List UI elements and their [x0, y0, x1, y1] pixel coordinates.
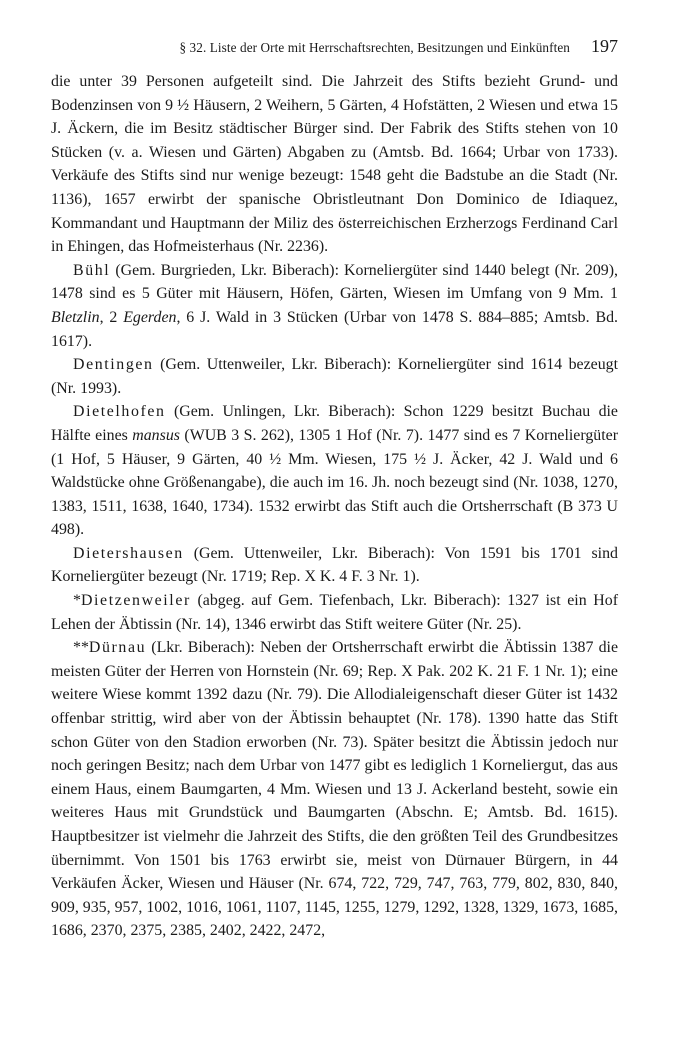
text-run: (Lkr. Biberach): Neben der Ortsherrschaft erwirbt die Äbtissin 1387 die meisten Güter der Herren von Hornstein (Nr. 69; Rep. X Pak. 202 K. 21 F. 1 Nr. 1); eine weitere Wiese kommt 1392 dazu (Nr. 79). Die Allodialeigenschaft dieser Güter ist 1432 offenbar strittig, wird aber von der Äbtissin behauptet (Nr. 178). 1390 hatte das Stift schon Güter von den Stadion erworben (Nr. 73). Später besitzt die Äbtissin jedoch nur noch geringen Besitz; nach dem Urbar von 1477 gibt es lediglich 1 Korneliergut, das aus einem Haus, einem Baumgarten, 4 Mm. Wiesen und 13 J. Ackerland besteht, sowie ein weiteres Haus mit Grundstück und Baumgarten (Abschn. E; Amtsb. Bd. 1615). Hauptbesitzer ist vielmehr die Jahrzeit des Stifts, die den größten Teil des Grundbesitzes übernimmt. Von 1501 bis 1763 erwirbt sie, meist von Dürnauer Bürgern, in 44 Verkäufen Äcker, Wiesen und Häuser (Nr. 674, 722, 729, 747, 763, 779, 802, 830, 840, 909, 935, 957, 1002, 1016, 1061, 1107, 1145, 1255, 1279, 1292, 1328, 1329, 1673, 1685, 1686, 2370, 2375, 2385, 2402, 2422, 2472,	[51, 639, 618, 940]
italic-term: Bletzlin	[51, 308, 100, 326]
italic-term: mansus	[132, 426, 180, 444]
text-run: (WUB 3 S. 262), 1305 1 Hof (Nr. 7). 1477 sind es 7 Korneliergüter (1 Hof, 5 Häuser, 9 Gärten, 40 ½ Mm. Wiesen, 175 ½ J. Äcker, 42 J. Wald und 6 Waldstücke ohne Größenangabe), die auch im 16. Jh. noch bezeugt sind (Nr. 1038, 1270, 1383, 1511, 1638, 1640, 1734). 1532 erwirbt das Stift auch die Ortsherrschaft (B 373 U 498).	[51, 426, 618, 539]
text-run: , 2	[99, 308, 124, 326]
paragraph	[51, 353, 618, 400]
text-run: *	[73, 592, 81, 610]
text-run: , 6 J. Wald in 3 Stücken (Urbar von 1478 S. 884–885; Amtsb. Bd. 1617).	[51, 308, 618, 350]
paragraph	[51, 70, 618, 259]
paragraph	[51, 259, 618, 353]
page-number: 197	[591, 36, 618, 56]
text-run: die unter 39 Personen aufgeteilt sind. Die Jahrzeit des Stifts bezieht Grund- und Bodenzinsen von 9 ½ Häusern, 2 Weihern, 5 Gärten, 4 Hofstätten, 2 Wiesen und etwa 15 J. Äckern, die im Besitz städtischer Bürger sind. Der Fabrik des Stifts stehen von 10 Stücken (v. a. Wiesen und Gärten) Abgaben zu (Amtsb. Bd. 1664; Urbar von 1733). Verkäufe des Stifts sind nur wenige bezeugt: 1548 geht die Badstube an die Stadt (Nr. 1136), 1657 erwirbt der spanische Obristleutnant Don Dominico de Idiaquez, Kommandant und Hauptmann der Miliz des österreichischen Erzherzogs Ferdinand Carl in Ehingen, das Hofmeisterhaus (Nr. 2236).	[51, 73, 618, 256]
place-name: Bühl	[73, 261, 111, 279]
paragraph	[51, 636, 618, 943]
place-name: Dietzenweiler	[80, 592, 191, 610]
body-text	[51, 70, 618, 943]
paragraph	[51, 400, 618, 542]
running-header: § 32. Liste der Orte mit Herrschaftsrechten, Besitzungen und Einkünften	[179, 40, 570, 55]
paragraph	[51, 542, 618, 589]
text-run: (Gem. Unlingen, Lkr. Biberach): Schon 1229 besitzt Buchau die Hälfte eines	[51, 403, 618, 444]
text-run: (Gem. Burgrieden, Lkr. Biberach): Korneliergüter sind 1440 belegt (Nr. 209), 1478 sind es 5 Güter mit Häusern, Höfen, Gärten, Wiesen im Umfang von 9 Mm. 1	[51, 261, 618, 303]
place-name: Dentingen	[73, 356, 154, 374]
place-name: Dietelhofen	[73, 403, 166, 421]
paragraph	[51, 589, 618, 636]
place-name: Dürnau	[88, 639, 147, 657]
italic-term: Egerden	[123, 308, 177, 326]
text-run: (abgeg. auf Gem. Tiefenbach, Lkr. Biberach): 1327 ist ein Hof Lehen der Äbtissin (Nr. 14), 1346 erwirbt das Stift weitere Güter (Nr. 25).	[51, 592, 618, 633]
place-name: Dietershausen	[73, 544, 184, 562]
text-run: (Gem. Uttenweiler, Lkr. Biberach): Von 1591 bis 1701 sind Korneliergüter bezeugt (Nr. 1719; Rep. X K. 4 F. 3 Nr. 1).	[51, 544, 618, 586]
text-run: (Gem. Uttenweiler, Lkr. Biberach): Korneliergüter sind 1614 bezeugt (Nr. 1993).	[51, 356, 618, 397]
text-run: **	[73, 639, 89, 657]
